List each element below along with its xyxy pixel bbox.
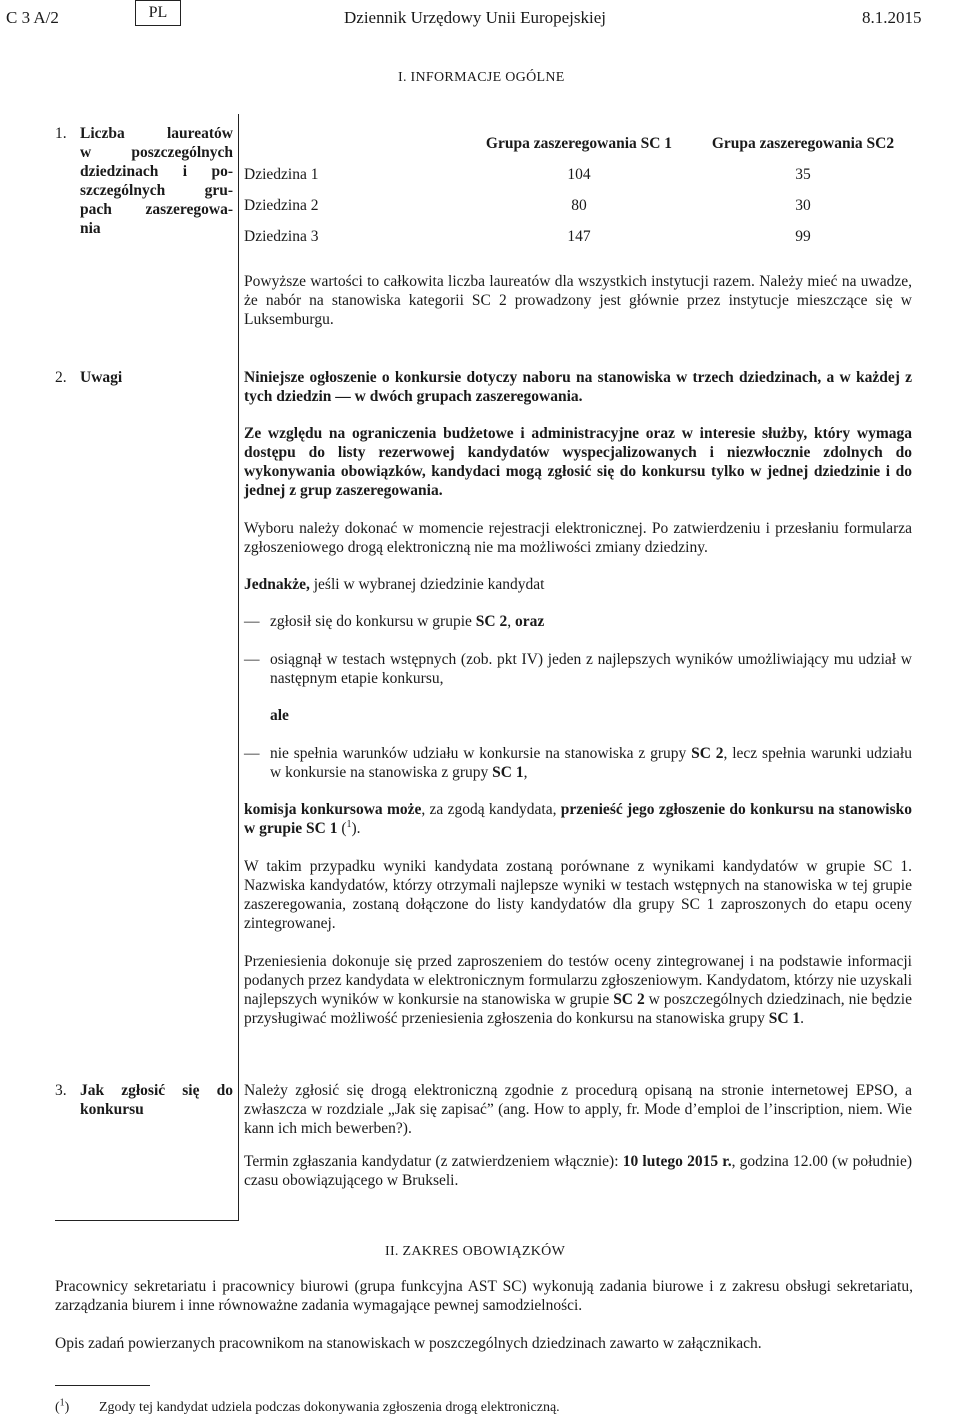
doc-reference: C 3 A/2 — [6, 8, 59, 27]
label-line: w poszczególnych — [80, 144, 233, 161]
text-run: , za zgodą kandydata, — [421, 801, 561, 818]
section-heading-general: I. INFORMACJE OGÓLNE — [398, 70, 565, 85]
laureates-table — [244, 134, 944, 258]
emphasis: oraz — [515, 613, 545, 630]
table-header-row — [244, 134, 944, 165]
table-row — [244, 196, 944, 227]
table-header-cell: Grupa zaszeregowania SC2 — [711, 135, 895, 152]
section-heading-duties: II. ZAKRES OBOWIĄZKÓW — [385, 1244, 566, 1259]
journal-title: Dziennik Urzędowy Unii Europejskiej — [344, 8, 607, 27]
text-run: zgłosił się do konkursu w grupie — [270, 613, 476, 630]
table-cell: 147 — [567, 228, 591, 245]
label-line: nia — [80, 220, 101, 237]
footnote-marker-open: ( — [55, 1400, 60, 1415]
text-run: nie spełnia warunków udziału w konkursie na stanowiska z grupy — [270, 745, 692, 762]
item-label-how-to-apply — [80, 1081, 233, 1119]
language-badge: PL — [135, 0, 181, 26]
emphasis: przenieść jego zgłoszenie do konkursu na stanowisko w grupie SC 1 — [244, 801, 912, 837]
table-cell: Dziedzina 1 — [244, 166, 319, 183]
footnote-rule — [55, 1385, 150, 1386]
item-number: 3. — [55, 1082, 67, 1099]
how-to-apply-paragraph: Należy zgłosić się drogą elektroniczną zgodnie z procedurą opisaną na stronie internetowej EPSO, a zwłaszcza w rozdziale „Jak się zapisać” (ang. How to apply, fr. Mode d’emploi de l’inscription, niem. Wie kann ich mich bewerben?). — [244, 1082, 912, 1137]
footnote-number: 1 — [59, 1397, 65, 1409]
emphasis: SC 2 — [475, 613, 508, 630]
table-row — [244, 227, 944, 258]
table-cell: 35 — [795, 166, 811, 183]
text-run: jeśli w wybranej dziedzinie kandydat — [309, 576, 545, 593]
label-line: Liczba laureatów — [80, 125, 233, 142]
label-line: pach zaszeregowa- — [80, 201, 233, 218]
remarks-paragraph — [244, 800, 912, 838]
table-cell: 30 — [795, 197, 811, 214]
label-line: Jak zgłosić się do — [80, 1082, 233, 1099]
table-cell: 104 — [567, 166, 591, 183]
text-run: Termin zgłaszania kandydatur (z zatwierdzeniem włącznie): — [244, 1153, 623, 1170]
dash-bullet: — — [244, 651, 260, 668]
list-item-text — [270, 612, 912, 631]
publication-date: 8.1.2015 — [862, 8, 922, 27]
text-run: ). — [351, 820, 361, 837]
emphasis: SC 1 — [492, 764, 524, 781]
column-divider — [238, 114, 239, 1221]
label-line: dziedzinach i po- — [80, 163, 233, 180]
dash-bullet: — — [244, 745, 260, 762]
remarks-paragraph — [244, 952, 912, 1028]
emphasis: SC 2 — [691, 745, 724, 762]
emphasis: SC 1 — [768, 1010, 801, 1027]
remarks-paragraph: Wyboru należy dokonać w momencie rejestracji elektronicznej. Po zatwierdzeniu i przesłaniu formularza zgłoszeniowego drogą elektroniczną nie ma możliwości zmiany dziedziny. — [244, 520, 912, 556]
text-run: , lecz spełnia warunki udziału w konkursie na stanowiska z grupy — [270, 745, 912, 781]
column-bottom-rule — [55, 1220, 239, 1221]
text-run: . — [800, 1010, 805, 1027]
table-cell: Dziedzina 3 — [244, 228, 319, 245]
text-run: ( — [337, 820, 347, 837]
laureates-note: Powyższe wartości to całkowita liczba laureatów dla wszystkich instytucji razem. Należy mieć na uwadze, że nabór na stanowiska kategorii SC 2 prowadzony jest głównie przez instytucje mieszczące się w Luksemburgu. — [244, 273, 912, 328]
footnote — [55, 1398, 560, 1417]
emphasis: Jednakże, — [244, 576, 310, 593]
table-cell: Dziedzina 2 — [244, 197, 319, 214]
text-run: , godzina 12.00 (w południe) czasu obowiązującego w Brukseli. — [244, 1153, 912, 1189]
footnote-text: Zgody tej kandydat udziela podczas dokonywania zgłoszenia drogą elektroniczną. — [99, 1400, 560, 1415]
emphasis: komisja konkursowa może — [244, 801, 422, 818]
footnote-marker-close: ) — [64, 1400, 70, 1415]
remarks-paragraph: Ze względu na ograniczenia budżetowe i administracyjne oraz w interesie służby, który wymaga dostępu do listy rezerwowej kandydatów wyspecjalizowanych i niezwłocznie zdolnych do wykonywania obowiązków, kandydaci mogą zgłosić się do konkursu tylko w jednej dziedzinie i do jednej z grup zaszeregowania. — [244, 425, 912, 499]
duties-paragraph: Opis zadań powierzanych pracownikom na stanowiskach w poszczególnych dziedzinach zawarto w załącznikach. — [55, 1335, 762, 1352]
table-cell: 80 — [571, 197, 587, 214]
remarks-paragraph: W takim przypadku wyniki kandydata zostaną porównane z wynikami kandydatów w grupie SC 1. Nazwiska kandydatów, którzy otrzymali najlepsze wyniki w testach wstępnych na stanowiska w tej grupie zaszeregowania, zostaną dołączone do listy kandydatów dla grupy SC 1 zaproszonych do etapu oceny zintegrowanej. — [244, 858, 912, 932]
table-header-cell: Grupa zaszeregowania SC 1 — [485, 135, 673, 152]
item-label-laureates — [80, 124, 233, 238]
deadline-date: 10 lutego 2015 r. — [622, 1153, 732, 1170]
item-number: 1. — [55, 125, 67, 142]
duties-paragraph: Pracownicy sekretariatu i pracownicy biurowi (grupa funkcyjna AST SC) wykonują zadania biurowe i z zakresu obsługi sekretariatu, zarządzania biurem i inne równoważne zadania wymagające pewnej samodzielności. — [55, 1278, 913, 1314]
label-line: konkursu — [80, 1101, 144, 1118]
dash-bullet: — — [244, 613, 260, 630]
remarks-paragraph: Niniejsze ogłoszenie o konkursie dotyczy naboru na stanowiska w trzech dziedzinach, a w każdej z tych dziedzin — w dwóch grupach zaszeregowania. — [244, 369, 912, 405]
item-label-remarks: Uwagi — [80, 369, 123, 386]
emphasis: SC 2 — [613, 991, 645, 1008]
footnote-ref[interactable]: 1 — [346, 818, 352, 830]
text-run: Przeniesienia dokonuje się przed zaproszeniem do testów oceny zintegrowanej i na podstawie informacji podanych przez kandydata w elektronicznym formularzu zgłoszeniowym. Kandydatom, którzy nie uzyskali najlepszych wyników w konkursie na stanowiska w grupie — [244, 953, 912, 1008]
deadline-paragraph — [244, 1152, 912, 1190]
table-cell: 99 — [795, 228, 811, 245]
text-run: , — [507, 613, 515, 630]
text-run: w poszczególnych dziedzinach, nie będzie przysługiwać możliwość przeniesienia zgłoszenia do konkursu na stanowiska grupy — [244, 991, 912, 1027]
ale-connector: ale — [270, 707, 289, 724]
table-row — [244, 165, 944, 196]
text-run: , — [523, 764, 528, 781]
label-line: szczególnych gru- — [80, 182, 233, 199]
remarks-paragraph — [244, 575, 912, 594]
list-item-text — [270, 744, 912, 782]
list-item-text: osiągnął w testach wstępnych (zob. pkt IV) jeden z najlepszych wyników umożliwiający mu udział w następnym etapie konkursu, — [270, 651, 912, 687]
item-number: 2. — [55, 369, 67, 386]
footnote-marker — [55, 1398, 99, 1417]
